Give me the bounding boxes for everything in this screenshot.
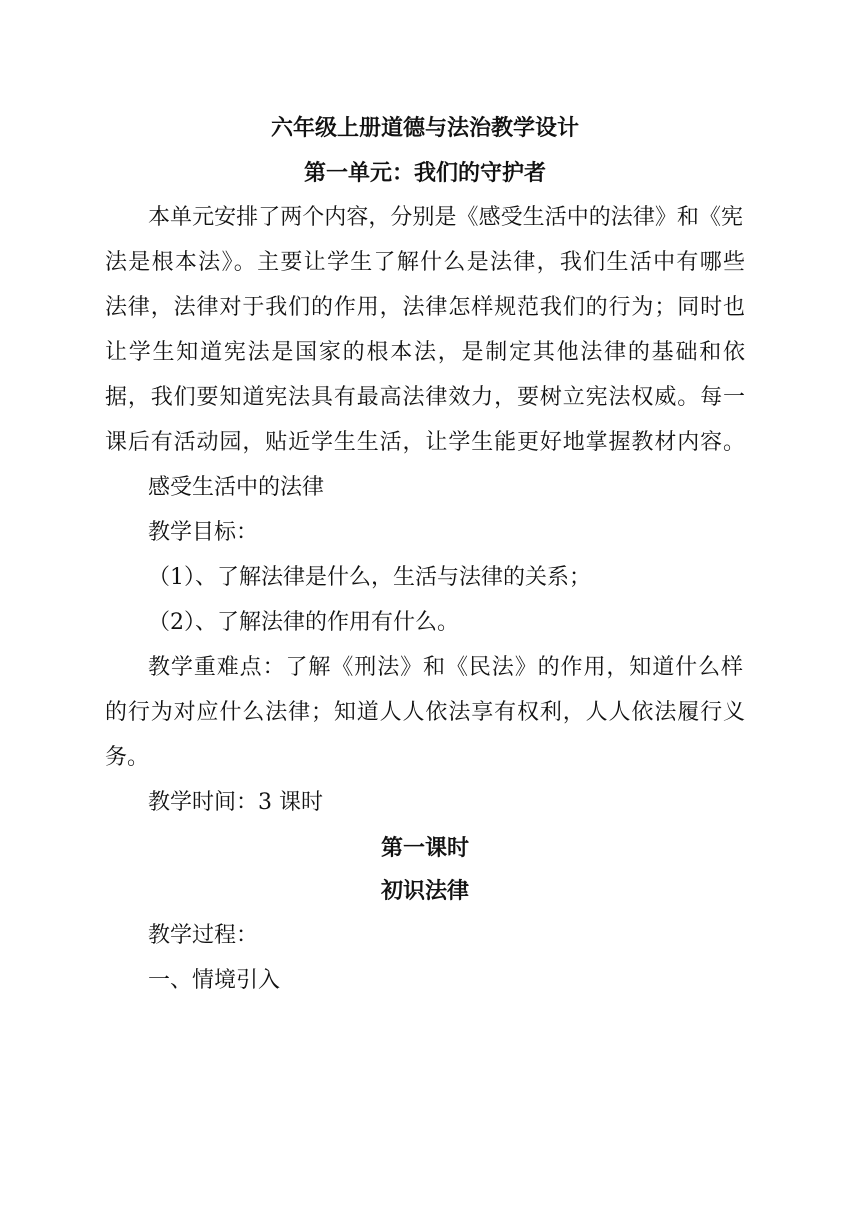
teaching-time: 教学时间：3 课时	[148, 790, 323, 815]
intro-line: 让学生知道宪法是国家的根本法，是制定其他法律的基础和依	[105, 340, 745, 365]
key-points-line: 的行为对应什么法律；知道人人依法享有权利，人人依法履行义	[105, 700, 745, 725]
key-points-line: 务。	[105, 745, 150, 770]
teaching-goal-item: （1）、了解法律是什么，生活与法律的关系；	[148, 565, 591, 590]
intro-line: 法是根本法》。主要让学生了解什么是法律，我们生活中有哪些	[105, 250, 745, 275]
intro-line: 据，我们要知道宪法具有最高法律效力，要树立宪法权威。每一	[105, 385, 745, 410]
teaching-goals-label: 教学目标：	[148, 520, 259, 545]
intro-line: 本单元安排了两个内容，分别是《感受生活中的法律》和《宪	[148, 205, 743, 230]
intro-line: 法律，法律对于我们的作用，法律怎样规范我们的行为；同时也	[105, 295, 745, 320]
teaching-goal-item: （2）、了解法律的作用有什么。	[148, 610, 459, 635]
section-title: 感受生活中的法律	[148, 475, 325, 500]
lesson-title: 初识法律	[380, 878, 469, 904]
document-title: 六年级上册道德与法治教学设计	[270, 115, 579, 141]
key-points-line: 教学重难点：了解《刑法》和《民法》的作用，知道什么样	[148, 655, 743, 680]
lesson-heading: 第一课时	[380, 835, 469, 861]
unit-title: 第一单元：我们的守护者	[303, 160, 546, 186]
intro-line: 课后有活动园，贴近学生生活，让学生能更好地掌握教材内容。	[105, 430, 745, 455]
step-heading: 一、情境引入	[148, 968, 281, 993]
process-label: 教学过程：	[148, 923, 259, 948]
